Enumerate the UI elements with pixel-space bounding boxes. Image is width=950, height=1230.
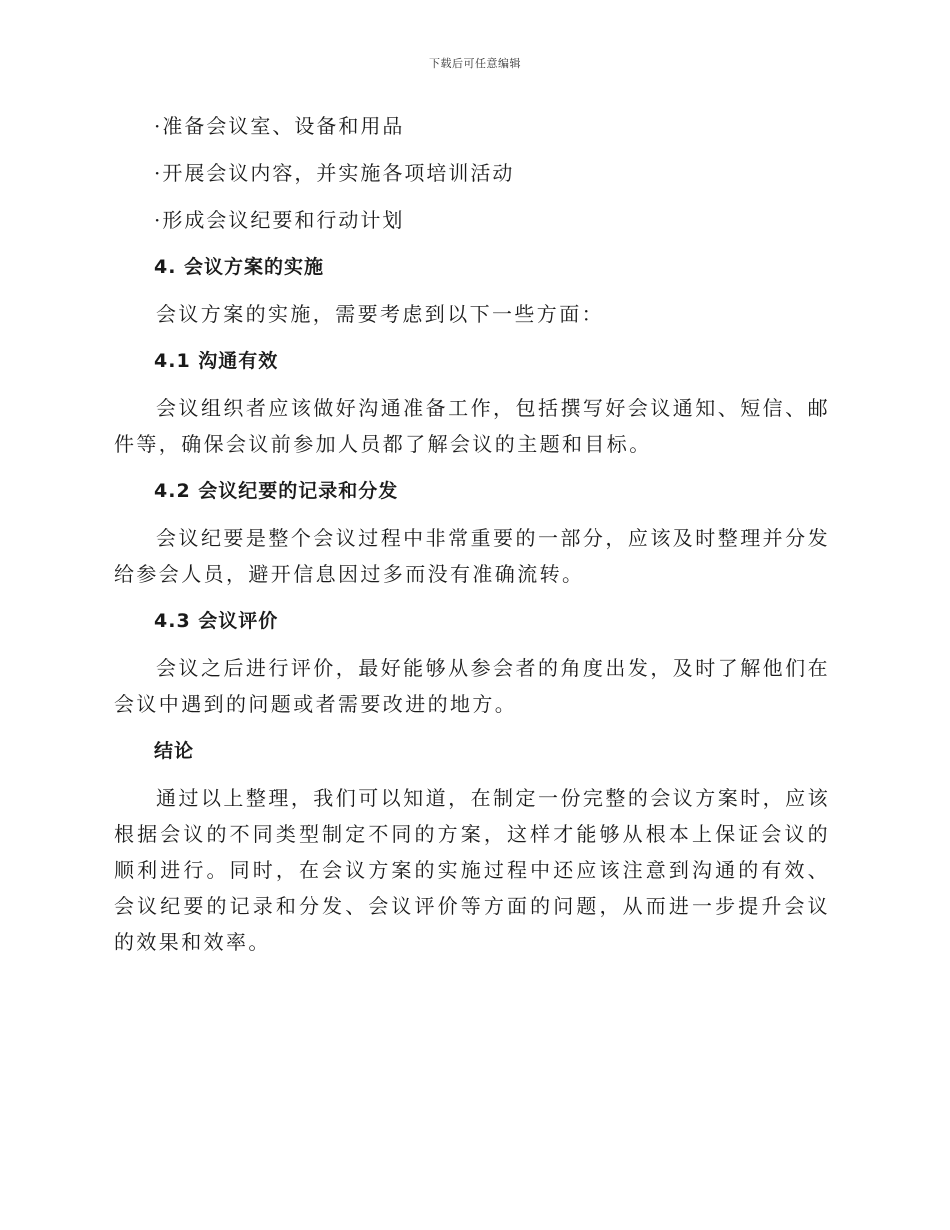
conclusion-text: 通过以上整理，我们可以知道，在制定一份完整的会议方案时，应该根据会议的不同类型制定不同的方案，这样才能够从根本上保证会议的顺利进行。同时，在会议方案的实施过程中还应该注意到沟通的有效、会议纪要的记录和分发、会议评价等方面的问题，从而进一步提升会议的效果和效率。 [114,786,830,954]
subsection-heading-4-3: 4.3 会议评价 [154,610,279,632]
bullet-item: ·形成会议纪要和行动计划 [154,208,405,232]
section-heading-4: 4. 会议方案的实施 [154,256,325,278]
subsection-4-3-text: 会议之后进行评价，最好能够从参会者的角度出发，及时了解他们在会议中遇到的问题或者需要改进的地方。 [114,656,830,716]
bullet-item: ·开展会议内容，并实施各项培训活动 [154,161,515,185]
subsection-heading-4-1: 4.1 沟通有效 [154,350,279,372]
bullet-item: ·准备会议室、设备和用品 [154,114,405,138]
subsection-4-2-text: 会议纪要是整个会议过程中非常重要的一部分，应该及时整理并分发给参会人员，避开信息因过多而没有准确流转。 [114,526,830,586]
document-body [114,108,830,971]
conclusion-heading: 结论 [154,740,195,762]
subsection-heading-4-2: 4.2 会议纪要的记录和分发 [154,480,399,502]
subsection-4-1-text: 会议组织者应该做好沟通准备工作，包括撰写好会议通知、短信、邮件等，确保会议前参加人员都了解会议的主题和目标。 [114,396,830,456]
page-header-note: 下载后可任意编辑 [429,57,521,70]
section-4-intro: 会议方案的实施，需要考虑到以下一些方面： [156,302,604,326]
